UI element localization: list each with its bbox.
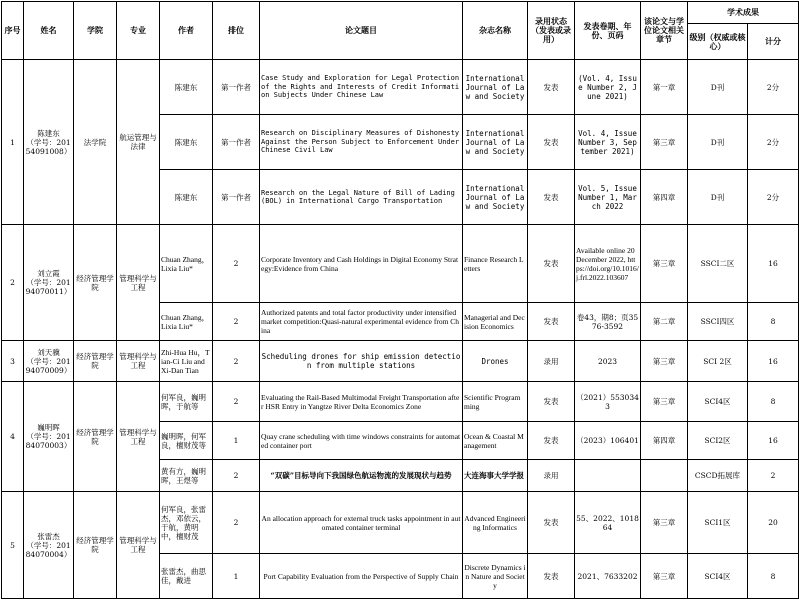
cell-status: 录用 [528,341,575,382]
cell-status: 发表 [528,115,575,170]
cell-journal: International Journal of Law and Society [463,170,528,225]
cell-status: 发表 [528,303,575,341]
cell-level: D刊 [688,115,748,170]
cell-authors: 陈建东 [160,60,213,115]
table-row [2,60,799,115]
cell-score: 2分 [748,60,799,115]
cell-volume: （2021）5530343 [575,382,641,422]
cell-level: SCI4区 [688,554,748,599]
cell-status: 发表 [528,422,575,460]
cell-name: 张雷杰 （学号：20184070004） [24,492,74,599]
cell-volume: 卷43，期8；页3576-3592 [575,303,641,341]
cell-no: 2 [2,225,24,341]
header-title: 论文题目 [260,2,463,60]
achievement-table [1,1,799,599]
cell-score: 2 [748,460,799,492]
cell-rank: 2 [213,382,260,422]
cell-rank: 2 [213,492,260,554]
cell-title: Authorized patents and total factor productivity under intensified market competition:Quasi-natural experimental evidence from China [260,303,463,341]
table-row [2,341,799,382]
cell-volume [575,460,641,492]
cell-rank: 1 [213,554,260,599]
cell-score: 8 [748,382,799,422]
header-academic: 学术成果 [688,2,799,24]
cell-journal: 大连海事大学学报 [463,460,528,492]
cell-name: 巍明晖 （学号：20184070003） [24,382,74,492]
cell-major: 航运管理与法律 [117,60,160,225]
cell-title: Scheduling drones for ship emission detection from multiple stations [260,341,463,382]
cell-authors: 何军良，巍明晖，于航等 [160,382,213,422]
cell-title: “双碳”目标导向下我国绿色航运物流的发展现状与趋势 [260,460,463,492]
cell-volume: （2023）106401 [575,422,641,460]
cell-rank: 第一作者 [213,170,260,225]
table-row [2,382,799,422]
table-body [2,60,799,599]
cell-rank: 第一作者 [213,60,260,115]
cell-journal: International Journal of Law and Society [463,60,528,115]
cell-journal: Scientific Programming [463,382,528,422]
cell-name: 刘立霞 （学号：20194070011） [24,225,74,341]
cell-rank: 第一作者 [213,115,260,170]
cell-score: 16 [748,225,799,303]
cell-school: 经济管理学院 [74,492,117,599]
cell-score: 20 [748,492,799,554]
header-journal: 杂志名称 [463,2,528,60]
cell-level: D刊 [688,170,748,225]
cell-authors: 张雷杰，曲思佳，戴进 [160,554,213,599]
cell-journal: International Journal of Law and Society [463,115,528,170]
cell-journal: Managerial and Decision Economics [463,303,528,341]
cell-major: 管理科学与工程 [117,225,160,341]
cell-volume: Vol. 5, Issue Number 1, March 2022 [575,170,641,225]
header-volume: 发表卷期、年份、页码 [575,2,641,60]
cell-rank: 2 [213,225,260,303]
table-row [2,492,799,554]
cell-status: 发表 [528,60,575,115]
cell-journal: Discrete Dynamics in Nature and Society [463,554,528,599]
table-row [2,225,799,303]
cell-chapter: 第四章 [641,170,688,225]
cell-title: Research on the Legal Nature of Bill of Lading (BOL) in International Cargo Transportation [260,170,463,225]
header-name: 姓名 [24,2,74,60]
header-school: 学院 [74,2,117,60]
cell-score: 2分 [748,115,799,170]
cell-rank: 2 [213,303,260,341]
header-level: 级别（权威或核心） [688,24,748,60]
cell-major: 管理科学与工程 [117,382,160,492]
cell-chapter: 第三章 [641,492,688,554]
cell-major: 管理科学与工程 [117,341,160,382]
header-no: 序号 [2,2,24,60]
cell-journal: Finance Research Letters [463,225,528,303]
cell-volume: Vol. 4, Issue Number 3, September 2021) [575,115,641,170]
cell-volume: 2023 [575,341,641,382]
cell-major: 管理科学与工程 [117,492,160,599]
cell-authors: Chuan Zhang，Lixia Liu* [160,303,213,341]
cell-authors: 黄有方，巍明晖，王煜等 [160,460,213,492]
cell-level: SSCI四区 [688,303,748,341]
table-header [2,2,799,60]
header-major: 专业 [117,2,160,60]
cell-authors: 何军良，张雷杰，邓依云，于航，黄明中，檀财茂 [160,492,213,554]
cell-title: Research on Disciplinary Measures of Dishonesty Against the Person Subject to Enforcement Under Chinese Civil Law [260,115,463,170]
cell-score: 8 [748,303,799,341]
header-chapter: 该论文与学位论文相关章节 [641,2,688,60]
header-status: 录用状态（发表或录用） [528,2,575,60]
cell-school: 经济管理学院 [74,225,117,341]
cell-title: An allocation approach for external truck tasks appointment in automated container terminal [260,492,463,554]
cell-status: 录用 [528,460,575,492]
cell-journal: Drones [463,341,528,382]
cell-status: 发表 [528,170,575,225]
cell-rank: 1 [213,422,260,460]
cell-score: 16 [748,422,799,460]
cell-school: 法学院 [74,60,117,225]
cell-title: Quay crane scheduling with time windows constraints for automated container port [260,422,463,460]
cell-no: 1 [2,60,24,225]
cell-volume: (Vol. 4, Issue Number 2, June 2021) [575,60,641,115]
cell-authors: 陈建东 [160,115,213,170]
cell-title: Evaluating the Rail-Based Multimodal Freight Transportation after HSR Entry in Yangtze River Delta Economics Zone [260,382,463,422]
cell-status: 发表 [528,382,575,422]
cell-chapter: 第三章 [641,554,688,599]
cell-school: 经济管理学院 [74,382,117,492]
cell-authors: 巍明晖，何军良，檀财茂等 [160,422,213,460]
cell-no: 3 [2,341,24,382]
cell-score: 8 [748,554,799,599]
cell-no: 5 [2,492,24,599]
cell-volume: 2021、7633202 [575,554,641,599]
cell-status: 发表 [528,492,575,554]
header-authors: 作者 [160,2,213,60]
cell-name: 陈建东 （学号：20154091008） [24,60,74,225]
cell-chapter: 第三章 [641,115,688,170]
cell-rank: 2 [213,460,260,492]
cell-level: SCI 2区 [688,341,748,382]
cell-level: CSCD拓展库 [688,460,748,492]
cell-chapter [641,460,688,492]
cell-level: SSCI二区 [688,225,748,303]
cell-title: Corporate Inventory and Cash Holdings in Digital Economy Strategy:Evidence from China [260,225,463,303]
cell-title: Case Study and Exploration for Legal Protection of the Rights and Interests of Credit Information Subjects Under Chinese Law [260,60,463,115]
cell-score: 16 [748,341,799,382]
cell-level: SCI1区 [688,492,748,554]
cell-authors: Zhi-Hua Hu，Tian-Ci Liu and Xi-Dan Tian [160,341,213,382]
cell-chapter: 第三章 [641,382,688,422]
header-score: 计分 [748,24,799,60]
cell-status: 发表 [528,225,575,303]
cell-level: SCI2区 [688,422,748,460]
cell-journal: Advanced Engineering Informatics [463,492,528,554]
cell-school: 经济管理学院 [74,341,117,382]
cell-authors: 陈建东 [160,170,213,225]
cell-status: 发表 [528,554,575,599]
cell-volume: Available online 20 December 2022, https://doi.org/10.1016/j.frl.2022.103607 [575,225,641,303]
cell-title: Port Capability Evaluation from the Perspective of Supply Chain [260,554,463,599]
cell-name: 刘天骥 （学号：20194070009） [24,341,74,382]
cell-level: SCI4区 [688,382,748,422]
cell-chapter: 第二章 [641,303,688,341]
cell-chapter: 第一章 [641,60,688,115]
cell-rank: 2 [213,341,260,382]
cell-chapter: 第三章 [641,225,688,303]
cell-level: D刊 [688,60,748,115]
cell-chapter: 第四章 [641,422,688,460]
cell-score: 2分 [748,170,799,225]
cell-no: 4 [2,382,24,492]
cell-authors: Chuan Zhang，Lixia Liu* [160,225,213,303]
cell-volume: 55、2022、101864 [575,492,641,554]
header-rank: 排位 [213,2,260,60]
cell-journal: Ocean & Coastal Management [463,422,528,460]
cell-chapter: 第三章 [641,341,688,382]
